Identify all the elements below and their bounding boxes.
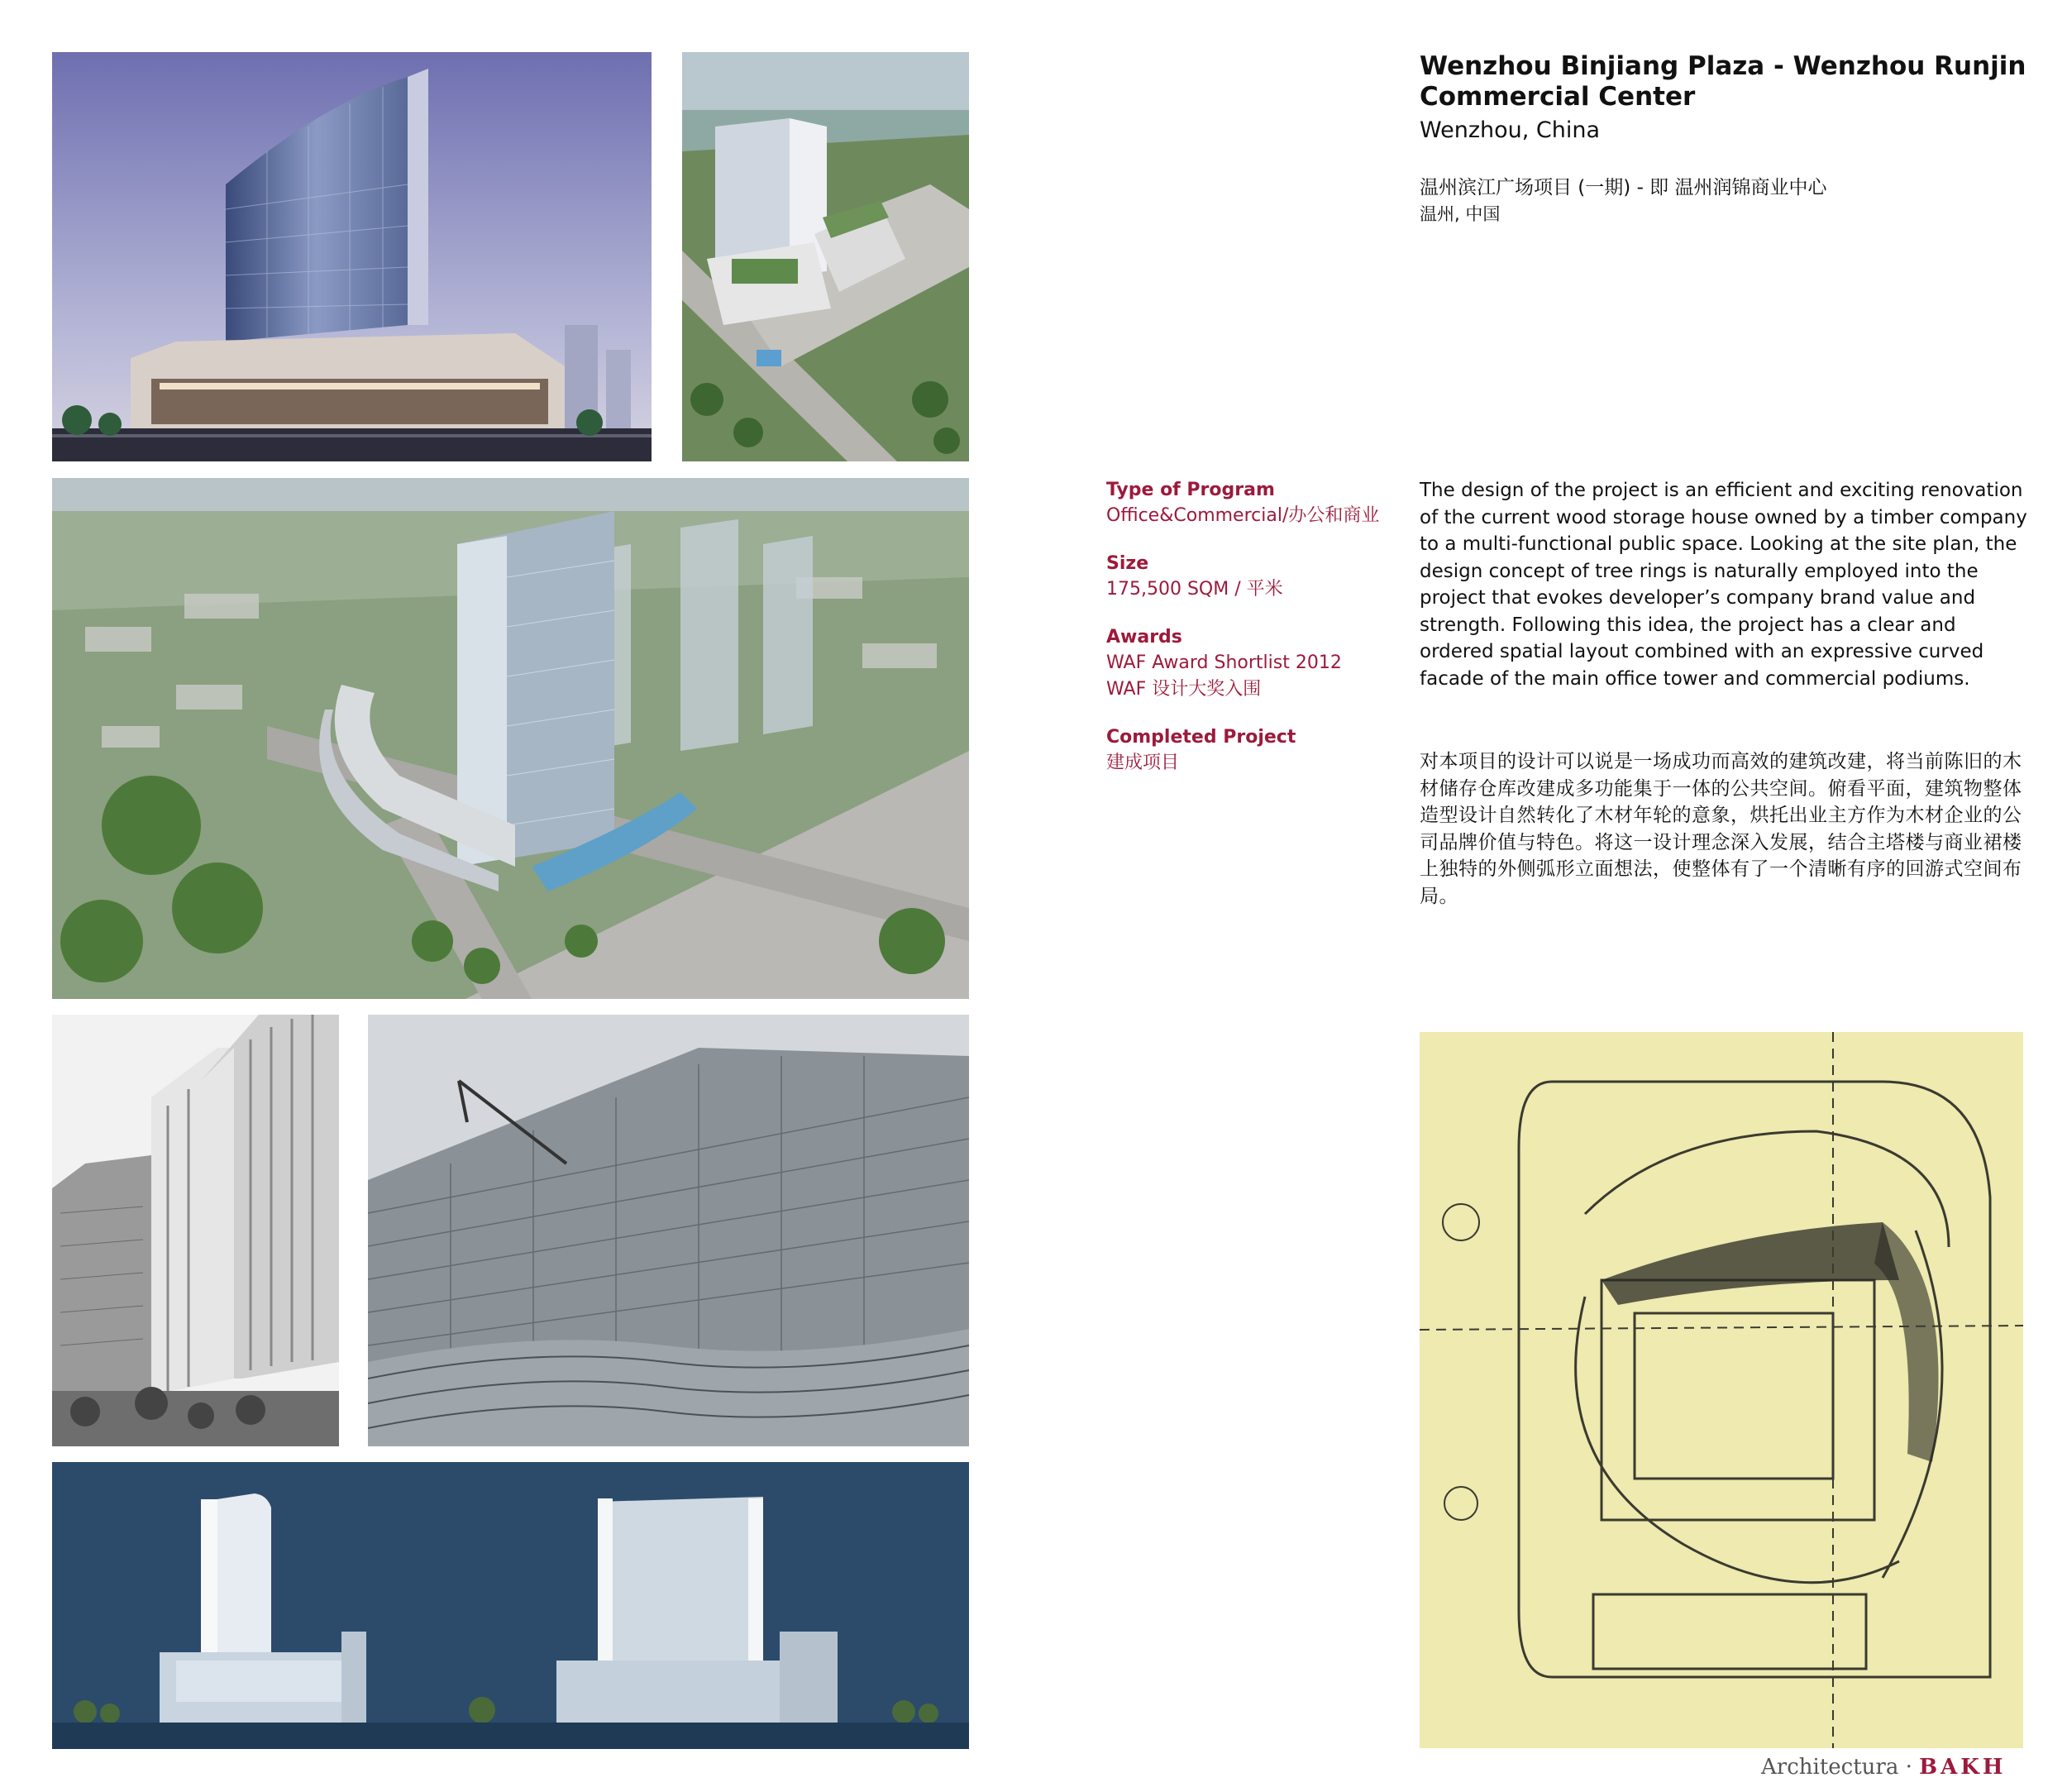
fact-label: Type of Program xyxy=(1106,480,1275,500)
description-english: The design of the project is an efficient and exciting renovation of the current wood storage house owned by a timber company to a multi-functional public space. Looking at the site plan, the design concept of tree rings is naturally employed into the project that evokes developer’s company brand value and strength. Following this idea, the project has a clear and ordered spatial layout combined with an expressive curved facade of the main office tower and commercial podiums. xyxy=(1420,480,2027,690)
concept-sketch-image xyxy=(1420,1032,2023,1748)
fact-value: 175,500 SQM / 平米 xyxy=(1106,579,1283,600)
fact-value: Office&Commercial/办公和商业 xyxy=(1106,505,1380,526)
footer-credit xyxy=(1761,1755,2006,1780)
fact-awards xyxy=(1106,624,1404,703)
fact-size xyxy=(1106,551,1404,603)
fact-value: WAF Award Shortlist 2012 xyxy=(1106,652,1342,673)
project-title: Wenzhou Binjiang Plaza - Wenzhou Runjin Commercial Center xyxy=(1420,51,2026,112)
description-chinese: 对本项目的设计可以说是一场成功而高效的建筑改建，将当前陈旧的木材储存仓库改建成多功能集于一体的公共空间。俯看平面，建筑物整体造型设计自然转化了木材年轮的意象，烘托出业主方作为木材企业的公司品牌价值与特色。将这一设计理念深入发展，结合主塔楼与商业裙楼上独特的外侧弧形立面想法，使整体有了一个清晰有序的回游式空间布局。 xyxy=(1420,751,2022,907)
fact-label: Awards xyxy=(1106,627,1182,648)
construction-photo-facade-image xyxy=(368,1015,969,1446)
fact-label: Completed Project xyxy=(1106,727,1296,748)
project-facts xyxy=(1106,477,1404,798)
footer-separator: · xyxy=(1905,1755,1912,1780)
rendering-street-view-image xyxy=(52,52,652,461)
elevation-drawing-image xyxy=(52,1462,969,1749)
fact-completed-project xyxy=(1106,724,1404,777)
footer-name: Architectura xyxy=(1761,1755,1899,1780)
fact-label: Size xyxy=(1106,553,1149,574)
construction-photo-left-image xyxy=(52,1015,339,1446)
footer-brand: BAKH xyxy=(1919,1755,2007,1780)
rendering-aerial-small-image xyxy=(682,52,969,461)
project-location-chinese: 温州, 中国 xyxy=(1420,204,1501,224)
fact-value-chinese: WAF 设计大奖入围 xyxy=(1106,679,1262,700)
fact-value: 建成项目 xyxy=(1106,753,1180,773)
rendering-aerial-large-image xyxy=(52,478,969,999)
project-title-chinese: 温州滨江广场项目 (一期) - 即 温州润锦商业中心 xyxy=(1420,177,1827,198)
project-location: Wenzhou, China xyxy=(1420,117,1601,143)
fact-type-of-program xyxy=(1106,477,1404,529)
